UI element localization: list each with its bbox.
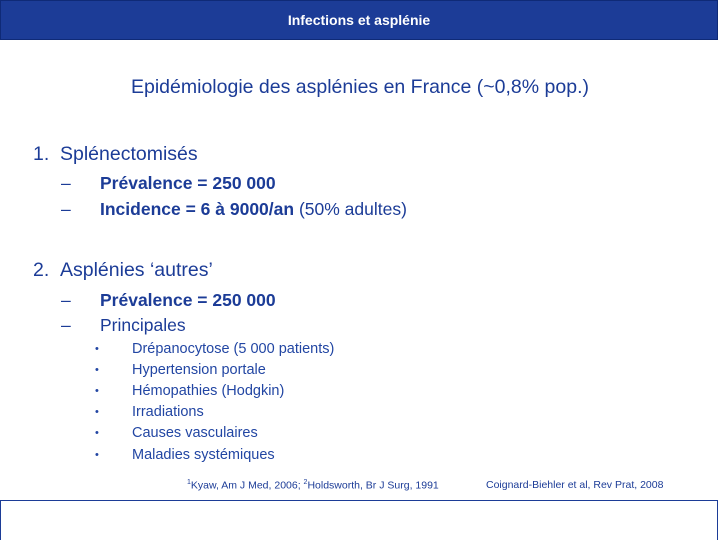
section-1-heading [33,143,198,166]
bullet-text: Irradiations [132,404,204,420]
bullet-item [95,362,266,378]
item-text-bold: Incidence = 6 à 9000/an [100,199,295,219]
slide-header-title: Infections et asplénie [287,12,431,28]
dash-marker: – [61,290,71,310]
reference-3: Coignard-Biehler et al, Rev Prat, 2008 [486,479,664,491]
bullet-item [95,447,275,463]
item-text-bold: Prévalence = 250 000 [100,173,276,193]
section-2-title: Asplénies ‘autres’ [60,259,213,281]
bullet-icon: • [95,364,99,377]
section-1-item-1 [61,173,276,194]
bullet-text: Drépanocytose (5 000 patients) [132,341,335,357]
section-1-title: Splénectomisés [60,143,198,165]
slide-footer-frame [0,500,718,540]
bullet-text: Hypertension portale [132,362,266,378]
section-2-heading [33,259,213,282]
section-1-item-2 [61,199,407,220]
reference-1-and-2: $^1$Kyaw, Am J Med, 2006; $^2$Holdsworth, Br J Surg, 1991 [187,479,439,492]
item-text-rest: (50% adultes) [294,199,407,219]
section-1-number: 1. [33,143,50,165]
dash-marker: – [61,199,71,219]
item-text-rest: Principales [100,315,186,335]
bullet-icon: • [95,385,99,398]
bullet-icon: • [95,406,99,419]
bullet-text: Causes vasculaires [132,425,258,441]
bullet-item [95,404,204,420]
bullet-text: Hémopathies (Hodgkin) [132,383,285,399]
bullet-icon: • [95,343,99,356]
section-2-number: 2. [33,259,50,281]
bullet-item [95,425,258,441]
item-text-bold: Prévalence = 250 000 [100,290,276,310]
slide-header-bar [0,0,718,40]
bullet-text: Maladies systémiques [132,447,275,463]
section-2-item-2 [61,315,186,336]
bullet-icon: • [95,427,99,440]
bullet-item [95,383,284,399]
bullet-item [95,341,334,357]
bullet-icon: • [95,449,99,462]
section-2-item-1 [61,290,276,311]
slide-subtitle: Epidémiologie des asplénies en France (~0,8% pop.) [131,76,589,98]
dash-marker: – [61,173,71,193]
dash-marker: – [61,315,71,335]
